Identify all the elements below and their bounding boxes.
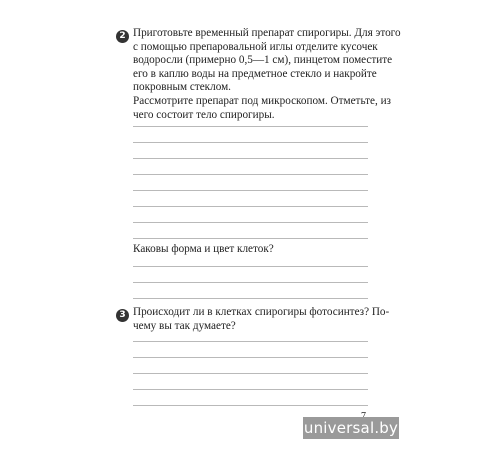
task-3-line: Происходит ли в клетках спирогиры фотосинтез? По- <box>133 306 390 318</box>
task-2-prompt-line: Рассмотрите препарат под микроскопом. Отметьте, из <box>133 95 391 107</box>
answer-line[interactable] <box>133 142 368 143</box>
answer-line[interactable] <box>133 373 368 374</box>
task-2-line: с помощью препаровальной иглы отделите кусочек <box>133 40 378 53</box>
answer-line[interactable] <box>133 341 368 342</box>
answer-line[interactable] <box>133 126 368 127</box>
task-2-line: Приготовьте временный препарат спирогиры. Для этого <box>133 27 401 39</box>
task-2-number-badge: 2 <box>116 30 129 43</box>
answer-line[interactable] <box>133 174 368 175</box>
task-2-line: водоросли (примерно 0,5—1 см), пинцетом поместите <box>133 54 393 67</box>
task-2-prompt <box>133 95 391 122</box>
task-2-instructions <box>133 27 401 95</box>
task-2-question-text: Каковы форма и цвет клеток? <box>133 243 274 255</box>
answer-line[interactable] <box>133 282 368 283</box>
answer-line[interactable] <box>133 206 368 207</box>
task-2-question-cells <box>133 243 368 257</box>
answer-line[interactable] <box>133 357 368 358</box>
answer-line[interactable] <box>133 298 368 299</box>
answer-line[interactable] <box>133 266 368 267</box>
task-3-question <box>133 306 390 333</box>
site-watermark: universal.by <box>303 419 399 437</box>
task-2-prompt-line: чего состоит тело спирогиры. <box>133 108 275 121</box>
task-2-line: его в каплю воды на предметное стекло и накройте <box>133 67 377 80</box>
answer-line[interactable] <box>133 405 368 406</box>
task-2-line: покровным стеклом. <box>133 81 231 94</box>
answer-line[interactable] <box>133 190 368 191</box>
answer-line[interactable] <box>133 158 368 159</box>
task-3-number-badge: 3 <box>116 309 129 322</box>
answer-line[interactable] <box>133 238 368 239</box>
answer-line[interactable] <box>133 222 368 223</box>
answer-line[interactable] <box>133 389 368 390</box>
task-3-line: чему вы так думаете? <box>133 319 236 332</box>
